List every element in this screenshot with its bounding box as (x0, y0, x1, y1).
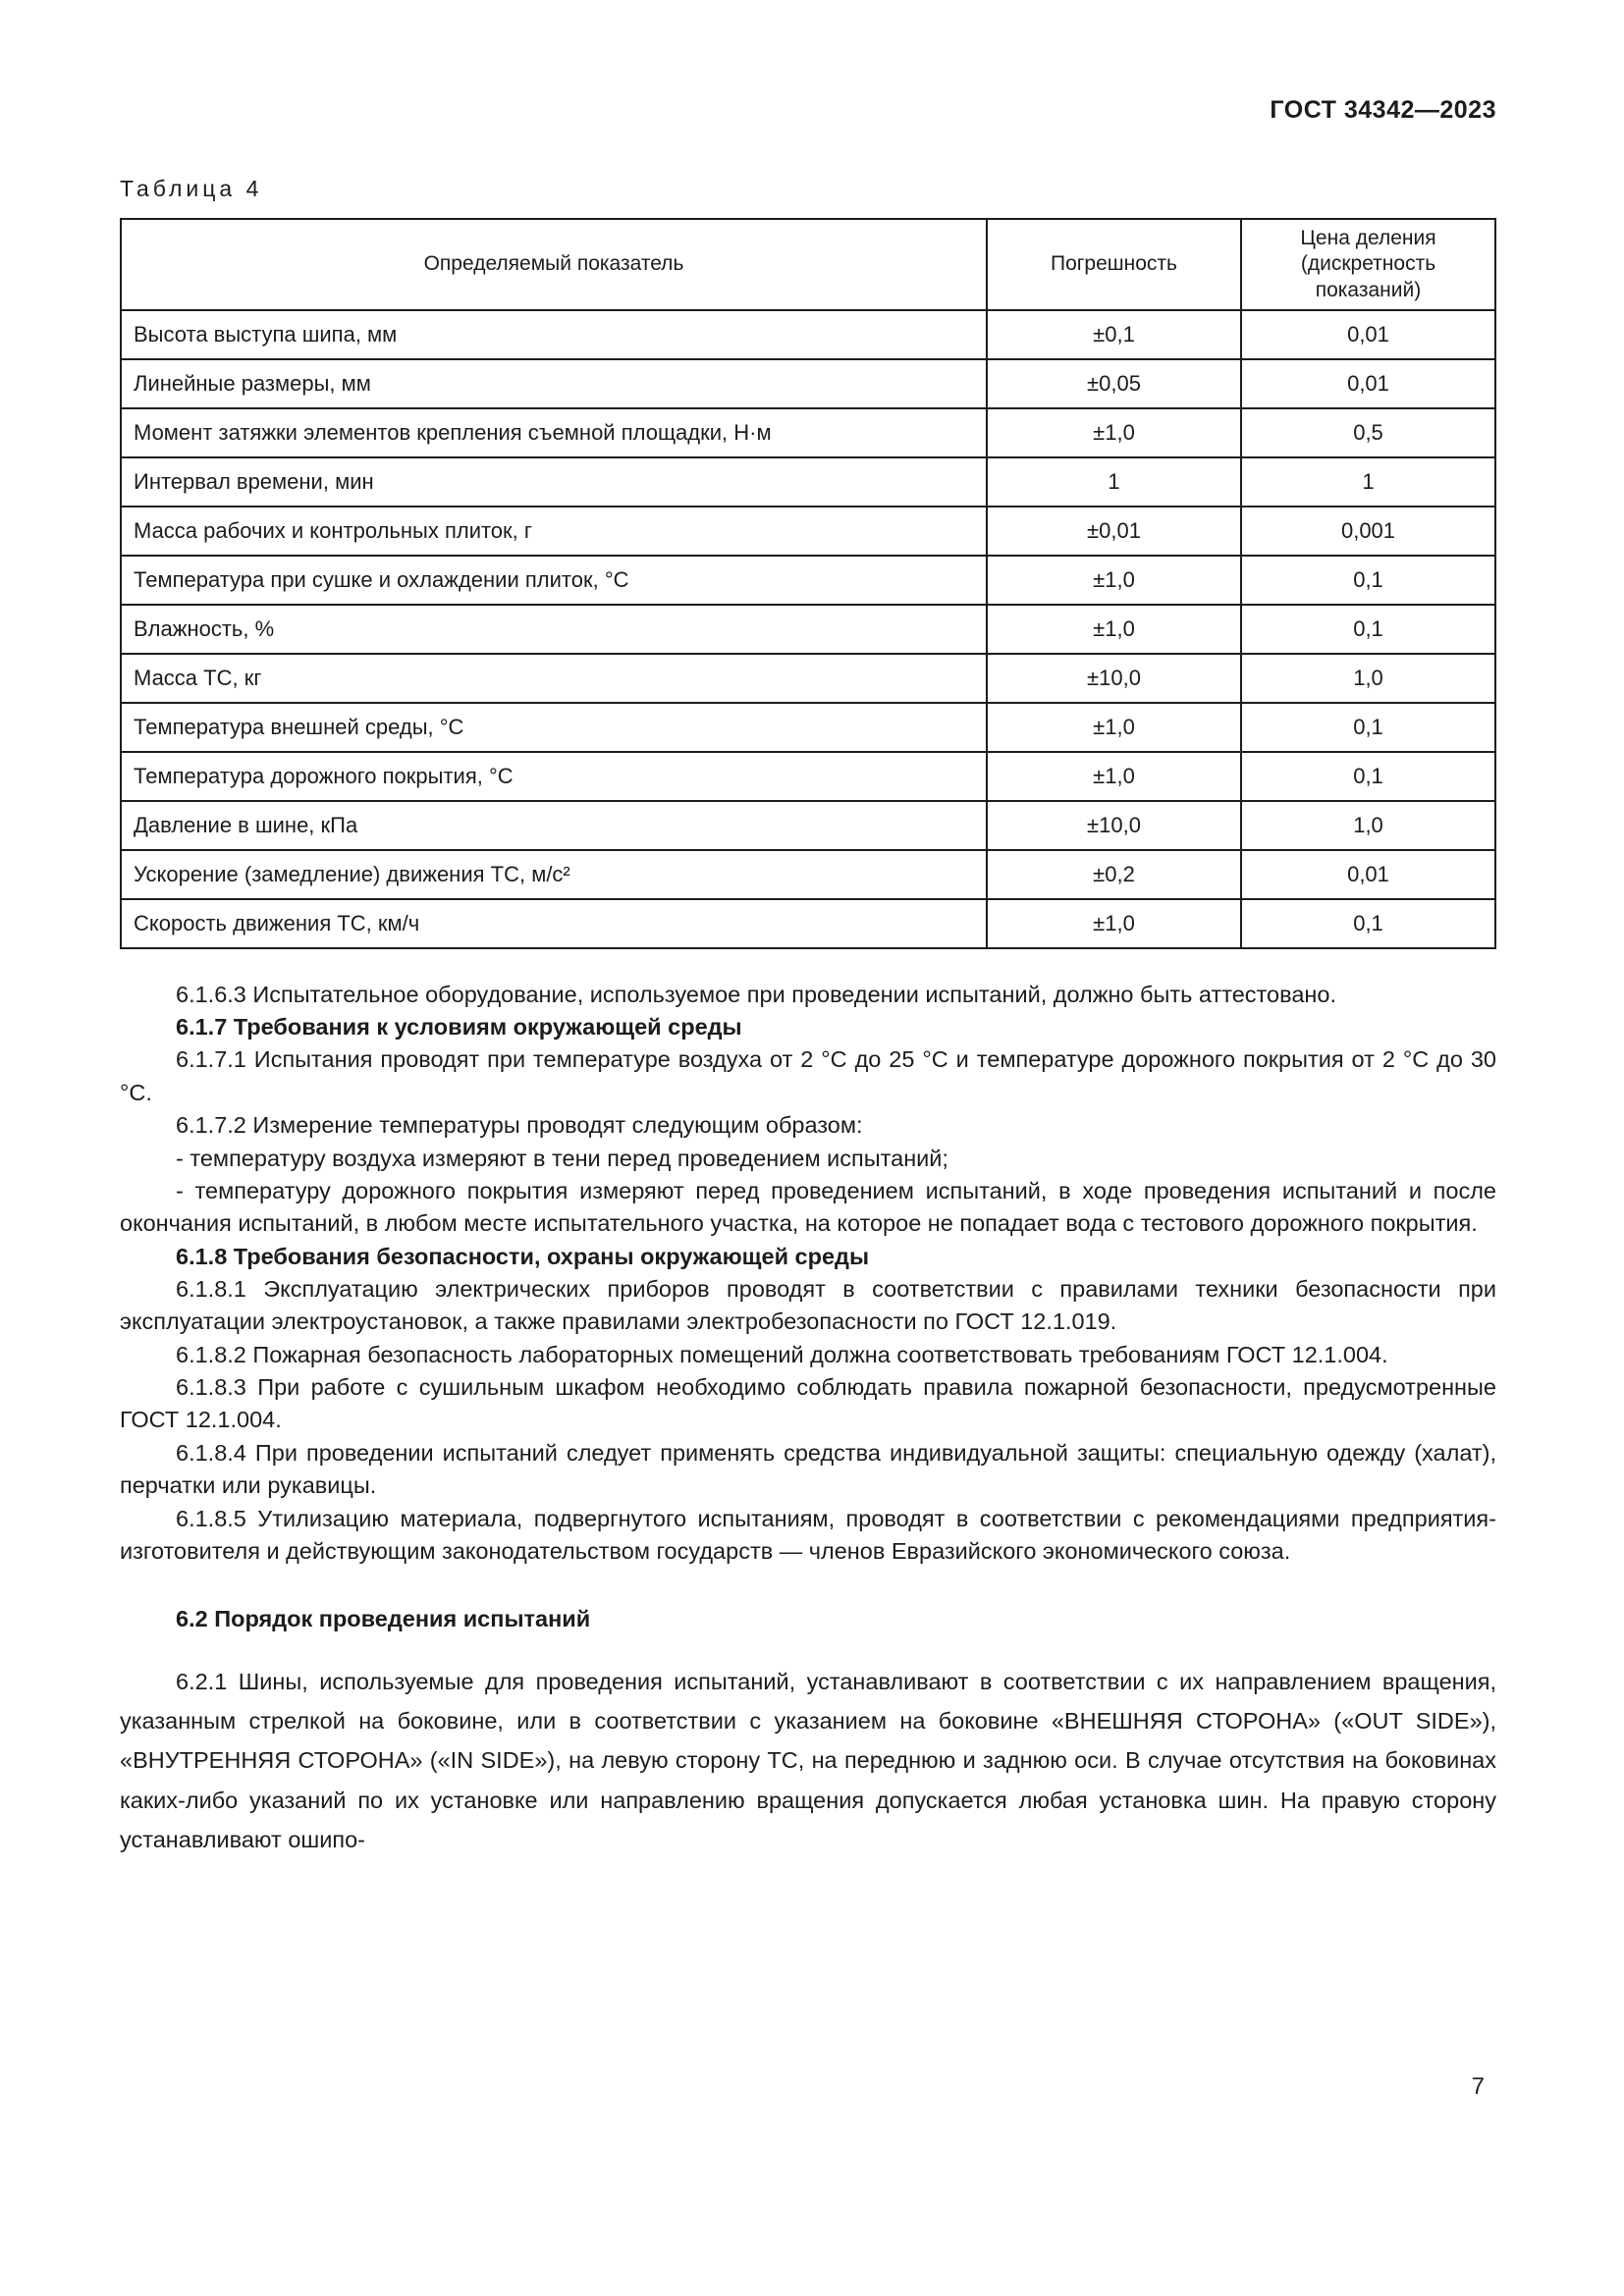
cell-division: 0,01 (1241, 310, 1495, 359)
paragraph: 6.1.7.2 Измерение температуры проводят следующим образом: (176, 1112, 863, 1139)
cell-accuracy: ±0,1 (987, 310, 1241, 359)
cell-accuracy: ±1,0 (987, 703, 1241, 752)
cell-accuracy: ±1,0 (987, 556, 1241, 605)
section-heading: 6.1.7 Требования к условиям окружающей среды (176, 1014, 742, 1041)
cell-division: 0,001 (1241, 507, 1495, 556)
cell-accuracy: ±0,01 (987, 507, 1241, 556)
page-content (120, 96, 1496, 1860)
cell-division: 0,1 (1241, 899, 1495, 948)
cell-division: 0,01 (1241, 850, 1495, 899)
cell-division: 0,5 (1241, 408, 1495, 457)
paragraph: - температуру воздуха измеряют в тени перед проведением испытаний; (176, 1145, 948, 1171)
paragraph: 6.1.8.2 Пожарная безопасность лабораторных помещений должна соответствовать требованиям ГОСТ 12.1.004. (176, 1341, 1388, 1367)
section-heading: 6.1.8 Требования безопасности, охраны окружающей среды (176, 1243, 870, 1269)
table-row (121, 507, 1495, 556)
cell-indicator: Скорость движения ТС, км/ч (121, 899, 987, 948)
section-heading: 6.2 Порядок проведения испытаний (176, 1606, 591, 1632)
cell-accuracy: ±10,0 (987, 801, 1241, 850)
table-header-row (121, 219, 1495, 310)
paragraph: 6.1.7.1 Испытания проводят при температуре воздуха от 2 °С до 25 °С и температуре дорожного покрытия от 2 °С до 30 °С. (120, 1046, 1496, 1105)
table-row (121, 801, 1495, 850)
table-body (121, 310, 1495, 948)
cell-accuracy: ±0,2 (987, 850, 1241, 899)
cell-accuracy: ±1,0 (987, 752, 1241, 801)
table-row (121, 457, 1495, 507)
cell-indicator: Линейные размеры, мм (121, 359, 987, 408)
cell-accuracy: ±0,05 (987, 359, 1241, 408)
cell-accuracy: 1 (987, 457, 1241, 507)
cell-division: 0,1 (1241, 703, 1495, 752)
table-caption: Таблица 4 (120, 176, 263, 201)
cell-division: 0,1 (1241, 556, 1495, 605)
cell-indicator: Влажность, % (121, 605, 987, 654)
column-header-division: Цена деления (дискретность показаний) (1241, 219, 1495, 310)
table-row (121, 899, 1495, 948)
paragraph: 6.1.8.3 При работе с сушильным шкафом необходимо соблюдать правила пожарной безопасности, предусмотренные ГОСТ 12.1.004. (120, 1374, 1496, 1433)
cell-indicator: Температура внешней среды, °С (121, 703, 987, 752)
paragraph: - температуру дорожного покрытия измеряют перед проведением испытаний, в ходе проведения испытаний и после окончания испытаний, в любом месте испытательного участка, на которое не попадает вода с тестового дорожного покрытия. (120, 1177, 1496, 1237)
cell-division: 1 (1241, 457, 1495, 507)
measurement-table (120, 218, 1496, 949)
paragraph: 6.1.8.4 При проведении испытаний следует применять средства индивидуальной защиты: специальную одежду (халат), перчатки или рукавицы. (120, 1439, 1496, 1499)
table-row (121, 605, 1495, 654)
page-number: 7 (1471, 2073, 1485, 2100)
table-row (121, 359, 1495, 408)
table-row (121, 310, 1495, 359)
paragraph: 6.2.1 Шины, используемые для проведения испытаний, устанавливают в соответствии с их направлением вращения, указанным стрелкой на боковине, или в соответствии с указанием на боковине «ВНЕШНЯЯ СТОРОНА» («OUT SIDE»), «ВНУТРЕННЯЯ СТОРОНА» («IN SIDE»), на левую сторону ТС, на переднюю и заднюю оси. В случае отсутствия на боковинах каких-либо указаний по их установке или направлению вращения допускается любая установка шин. На правую сторону устанавливают ошипо- (120, 1668, 1496, 1853)
table-row (121, 703, 1495, 752)
cell-accuracy: ±10,0 (987, 654, 1241, 703)
cell-accuracy: ±1,0 (987, 408, 1241, 457)
cell-indicator: Высота выступа шипа, мм (121, 310, 987, 359)
cell-indicator: Температура дорожного покрытия, °С (121, 752, 987, 801)
cell-accuracy: ±1,0 (987, 899, 1241, 948)
cell-indicator: Давление в шине, кПа (121, 801, 987, 850)
cell-division: 1,0 (1241, 801, 1495, 850)
cell-indicator: Ускорение (замедление) движения ТС, м/с² (121, 850, 987, 899)
table-row (121, 850, 1495, 899)
table-row (121, 408, 1495, 457)
cell-indicator: Интервал времени, мин (121, 457, 987, 507)
cell-division: 0,01 (1241, 359, 1495, 408)
cell-indicator: Масса рабочих и контрольных плиток, г (121, 507, 987, 556)
cell-division: 1,0 (1241, 654, 1495, 703)
cell-accuracy: ±1,0 (987, 605, 1241, 654)
column-header-indicator: Определяемый показатель (121, 219, 987, 310)
table-row (121, 752, 1495, 801)
cell-indicator: Момент затяжки элементов крепления съемной площадки, Н·м (121, 408, 987, 457)
table-row (121, 556, 1495, 605)
cell-indicator: Температура при сушке и охлаждении плиток, °С (121, 556, 987, 605)
table-header (121, 219, 1495, 310)
cell-division: 0,1 (1241, 752, 1495, 801)
table-row (121, 654, 1495, 703)
body-text (120, 979, 1496, 1860)
cell-indicator: Масса ТС, кг (121, 654, 987, 703)
cell-division: 0,1 (1241, 605, 1495, 654)
document-header: ГОСТ 34342—2023 (1270, 96, 1496, 124)
column-header-accuracy: Погрешность (987, 219, 1241, 310)
paragraph: 6.1.8.5 Утилизацию материала, подвергнутого испытаниям, проводят в соответствии с рекомендациями предприятия-изготовителя и действующим законодательством государств — членов Евразийского экономического союза. (120, 1505, 1496, 1564)
paragraph: 6.1.6.3 Испытательное оборудование, используемое при проведении испытаний, должно быть аттестовано. (176, 981, 1336, 1007)
paragraph: 6.1.8.1 Эксплуатацию электрических приборов проводят в соответствии с правилами техники безопасности при эксплуатации электроустановок, а также правилами электробезопасности по ГОСТ 12.1.019. (120, 1275, 1496, 1335)
